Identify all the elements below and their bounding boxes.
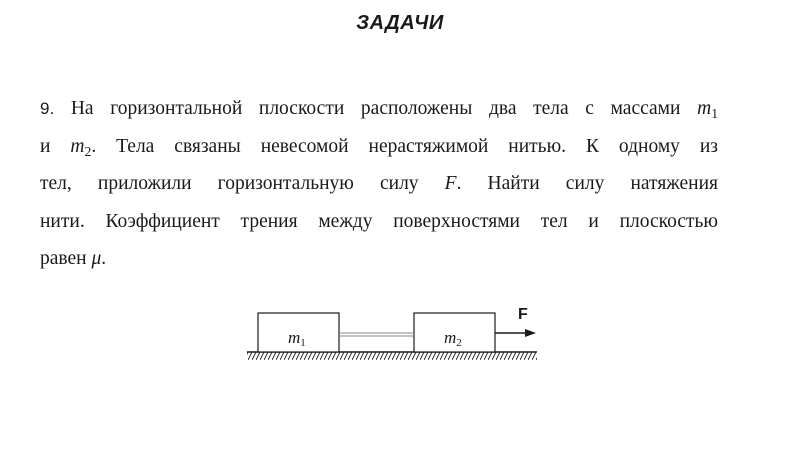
block-m1-label: m1: [288, 328, 306, 349]
force-symbol: F: [444, 173, 457, 194]
problem-number: 9.: [40, 99, 55, 118]
mass1-symbol: m: [697, 98, 712, 119]
ground-hatch: [247, 352, 537, 360]
block-m2-label: m2: [444, 328, 462, 349]
problem-line-4: нити. Коэффициент трения между поверхностями тел и плоскостью: [40, 210, 718, 232]
problem-line-1: 9. На горизонтальной плоскости расположены два тела с массами $m_1$: [40, 98, 719, 122]
problem-line-2: и $m_2$. Тела связаны невесомой нерастяжимой нитью. К одному из: [40, 135, 718, 159]
force-arrow-head: [525, 329, 536, 337]
page-title: ЗАДАЧИ: [356, 12, 444, 34]
mass2-symbol: m: [70, 135, 85, 157]
problem-line-5: равен μ.: [40, 248, 107, 269]
mu-symbol: μ: [91, 248, 102, 269]
problem-line-3: тел, приложили горизонтальную силу F. Найти силу натяжения: [40, 173, 719, 194]
force-label: F: [518, 306, 528, 323]
